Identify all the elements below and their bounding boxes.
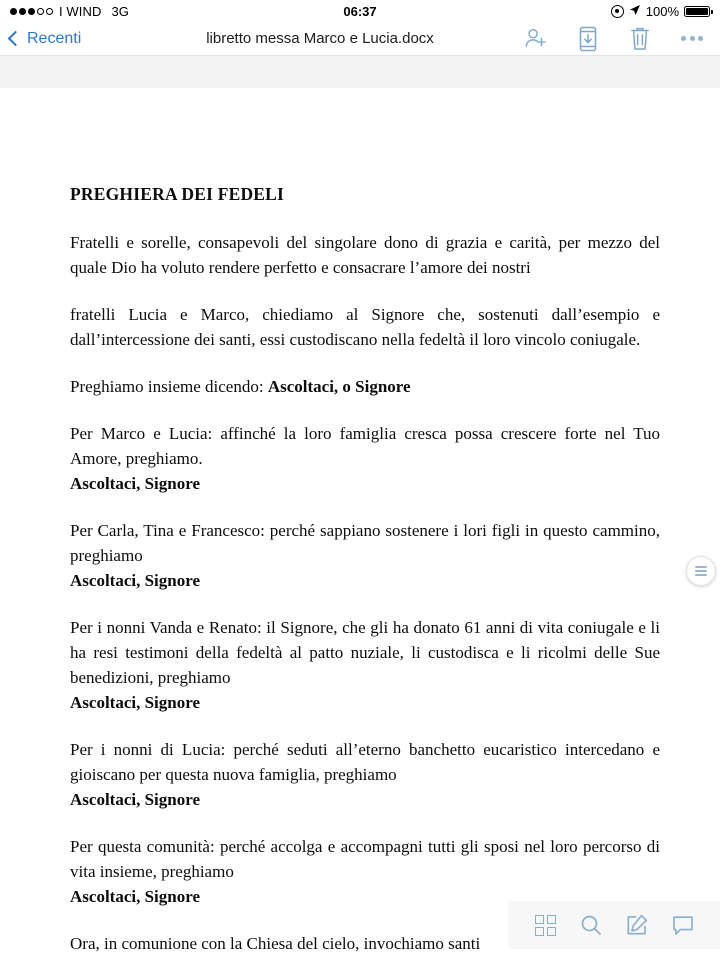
nav-actions-group (524, 26, 710, 52)
intention-text-1: Per Marco e Lucia: affinché la loro famiglia cresca possa crescere forte nel Tuo Amore, preghiamo. (70, 423, 660, 468)
document-page (0, 88, 720, 960)
document-top-gap (0, 56, 720, 88)
intention-response-2: Ascoltaci, Signore (70, 570, 201, 590)
search-button[interactable] (576, 910, 606, 940)
thumbnails-button[interactable] (530, 910, 560, 940)
alarm-icon (611, 5, 624, 18)
status-bar (0, 0, 720, 22)
battery-icon (684, 6, 710, 17)
paragraph-intro-1: Fratelli e sorelle, consapevoli del singolare dono di grazia e carità, per mezzo del quale Dio ha voluto rendere perfetto e consacrare l’amore dei nostri (70, 233, 660, 277)
comment-button[interactable] (668, 910, 698, 940)
intention-text-5: Per questa comunità: perché accolga e accompagni tutti gli sposi nel loro percorso di vita insieme, preghiamo (70, 836, 660, 881)
intention-response-4: Ascoltaci, Signore (70, 789, 201, 809)
status-left-group (10, 4, 129, 19)
intention-text-2: Per Carla, Tina e Francesco: perché sappiano sostenere i lori figli in questo cammino, preghiamo (70, 520, 660, 565)
thumbnails-grid-icon (535, 915, 556, 936)
more-options-button[interactable] (680, 26, 704, 52)
clock-label: 06:37 (343, 3, 377, 19)
document-heading (70, 184, 660, 205)
paragraph-intro-2: fratelli Lucia e Marco, chiediamo al Signore che, sostenuti dall’esempio e dall’intercessione dei santi, essi custodiscano nella fedeltà il loro vincolo coniugale. (70, 304, 660, 349)
back-button-label: Recenti (27, 29, 82, 47)
intention-response-3: Ascoltaci, Signore (70, 692, 201, 712)
carrier-label: I WIND (59, 3, 102, 19)
intention-text-3: Per i nonni Vanda e Renato: il Signore, che gli ha donato 61 anni di vita coniugale e li ha resi testimoni della fedeltà al patto nuziale, li custodisca e li ricolmi delle Sue benedizioni, preghiamo (70, 617, 660, 687)
battery-percent-label: 100% (645, 3, 679, 19)
chevron-left-icon (8, 31, 24, 47)
network-type-label: 3G (111, 3, 129, 19)
status-right-group (611, 4, 710, 19)
edit-button[interactable] (622, 910, 652, 940)
signal-strength-icon (10, 8, 53, 15)
intention-text-4: Per i nonni di Lucia: perché seduti all’eterno banchetto eucaristico intercedano e gioiscano per questa nuova famiglia, preghiamo (70, 739, 660, 784)
location-arrow-icon (629, 4, 641, 18)
share-add-people-button[interactable] (524, 26, 548, 52)
document-heading-text: PREGHIERA DEI FEDELI (70, 184, 285, 204)
invitation-response: Ascoltaci, o Signore (267, 376, 411, 396)
intention-response-5: Ascoltaci, Signore (70, 886, 201, 906)
intention-response-1: Ascoltaci, Signore (70, 473, 201, 493)
delete-button[interactable] (628, 26, 652, 52)
navigation-bar (0, 22, 720, 56)
comment-bubble-icon (671, 913, 695, 937)
bottom-toolbar (508, 901, 720, 949)
back-button[interactable] (10, 30, 81, 48)
outline-handle-icon[interactable] (686, 556, 716, 586)
more-options-icon (681, 36, 703, 41)
edit-pencil-icon (625, 913, 649, 937)
paragraph-invitation (70, 375, 660, 400)
search-icon (579, 913, 603, 937)
outline-lines-icon (695, 566, 707, 576)
save-to-device-button[interactable] (576, 26, 600, 52)
document-viewer[interactable] (0, 56, 720, 960)
page-title: libretto messa Marco e Lucia.docx (206, 30, 434, 47)
invitation-plain: Preghiamo insieme dicendo: (70, 376, 268, 396)
paragraph-closing: Ora, in comunione con la Chiesa del cielo, invochiamo santi (70, 933, 481, 953)
